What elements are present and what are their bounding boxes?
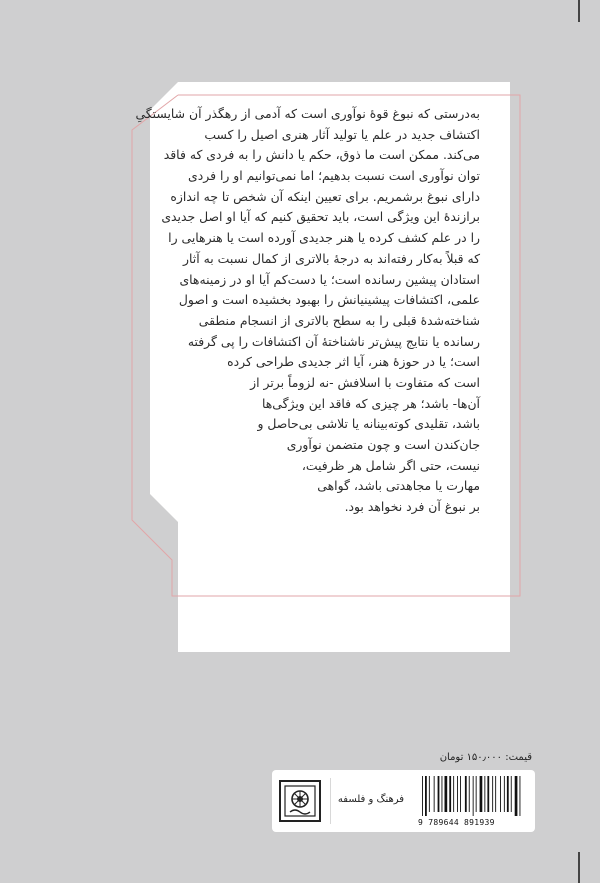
barcode-bar: [515, 776, 518, 816]
text-line: دارای نبوغ برشمریم. برای تعیین اینکه آن شخص تا چه اندازه: [170, 188, 480, 204]
text-line: که قبلاً به‌کار رفته‌اند به درجهٔ بالاتری از کمال نسبت به آثار: [183, 250, 480, 266]
barcode-bar: [449, 776, 451, 812]
publisher-name: فرهنگ و فلسفه: [337, 794, 405, 805]
price-label: قیمت: ۱۵۰٫۰۰۰ تومان: [439, 752, 532, 763]
barcode-bar: [511, 776, 512, 812]
barcode-bar: [469, 776, 470, 812]
barcode-bar: [422, 776, 423, 816]
text-line: آن‌ها- باشد؛ هر چیزی که فاقد این ویژگی‌ها: [261, 395, 480, 411]
text-line: شناخته‌شدهٔ قبلی را به سطح بالاتری از انسجام منطقی: [198, 312, 480, 328]
publisher-info-box: [272, 770, 535, 832]
text-line: جان‌کندن است و چون متضمن نوآوری: [286, 437, 480, 452]
barcode-bar: [442, 776, 443, 812]
barcode-bar: [465, 776, 467, 812]
text-line: رسانده یا نتایج پیش‌تر ناشناختهٔ آن اکتشافات را پی گرفته: [187, 333, 480, 349]
barcode-bar: [460, 776, 461, 812]
isbn-number: 9 789644 891939: [418, 818, 495, 827]
barcode-bar: [500, 776, 501, 812]
text-line: استادان پیشین رسانده است؛ یا دست‌کم آیا او در زمینه‌های: [179, 271, 480, 287]
text-line: است؛ یا در حوزهٔ هنر، آیا اثر جدیدی طراحی کرده: [227, 354, 480, 370]
barcode-bar: [473, 776, 474, 816]
text-line: می‌کند. ممکن است ما ذوق، حکم یا دانش را به فردی که فاقد: [163, 147, 480, 163]
text-line: مهارت یا مجاهدتی باشد، گواهی: [317, 478, 480, 494]
text-line: نیست، حتی اگر شامل هر ظرفیت،: [301, 457, 480, 473]
text-line: باشد، تقلیدی کوته‌بینانه یا تلاشی بی‌حاصل و: [257, 416, 480, 432]
barcode-bar: [453, 776, 454, 812]
back-cover-text: [135, 104, 480, 594]
barcode-bar: [495, 776, 496, 812]
text-line: بر نبوغ آن فرد نخواهد بود.: [344, 499, 480, 515]
barcode-bar: [520, 776, 521, 816]
barcode-bar: [476, 776, 477, 812]
spine-edge-bottom: [578, 852, 580, 883]
barcode-bar: [429, 776, 430, 812]
text-line: را در علم کشف کرده یا هنر جدیدی آورده است یا هنرهایی را: [168, 230, 480, 246]
barcode-bar: [484, 776, 485, 812]
text-line: توان نوآوری است نسبت بدهیم؛ اما نمی‌توانیم او را فردی: [188, 168, 480, 184]
barcode-bar: [480, 776, 483, 812]
text-line: علمی، اکتشافات پیشینیانش را بهبود بخشیده است و اصول: [178, 292, 480, 308]
barcode-bar: [457, 776, 458, 812]
publisher-emblem-icon: [278, 779, 322, 823]
text-line: به‌درستی که نبوغ قوهٔ نوآوری است که آدمی از رهگذر آن شایستگیِ: [135, 106, 480, 121]
barcode-bar: [434, 776, 435, 812]
barcode-bar: [504, 776, 505, 812]
barcode-bar: [445, 776, 448, 812]
text-line: اکتشاف جدید در علم یا تولید آثار هنری اصیل را کسب: [204, 126, 480, 142]
text-line: برازندهٔ این ویژگی است، باید تحقیق کنیم که آیا او اصل جدیدی: [161, 209, 480, 225]
barcode-bar: [487, 776, 489, 812]
barcode-bar: [507, 776, 509, 812]
barcode-icon: [420, 776, 530, 816]
box-divider: [330, 778, 331, 824]
barcode-bar: [425, 776, 427, 816]
text-line: است که متفاوت با اسلافش -نه لزوماً برتر از: [250, 374, 480, 390]
barcode-bar: [438, 776, 440, 812]
barcode-bar: [492, 776, 493, 812]
spine-edge-top: [578, 0, 580, 22]
